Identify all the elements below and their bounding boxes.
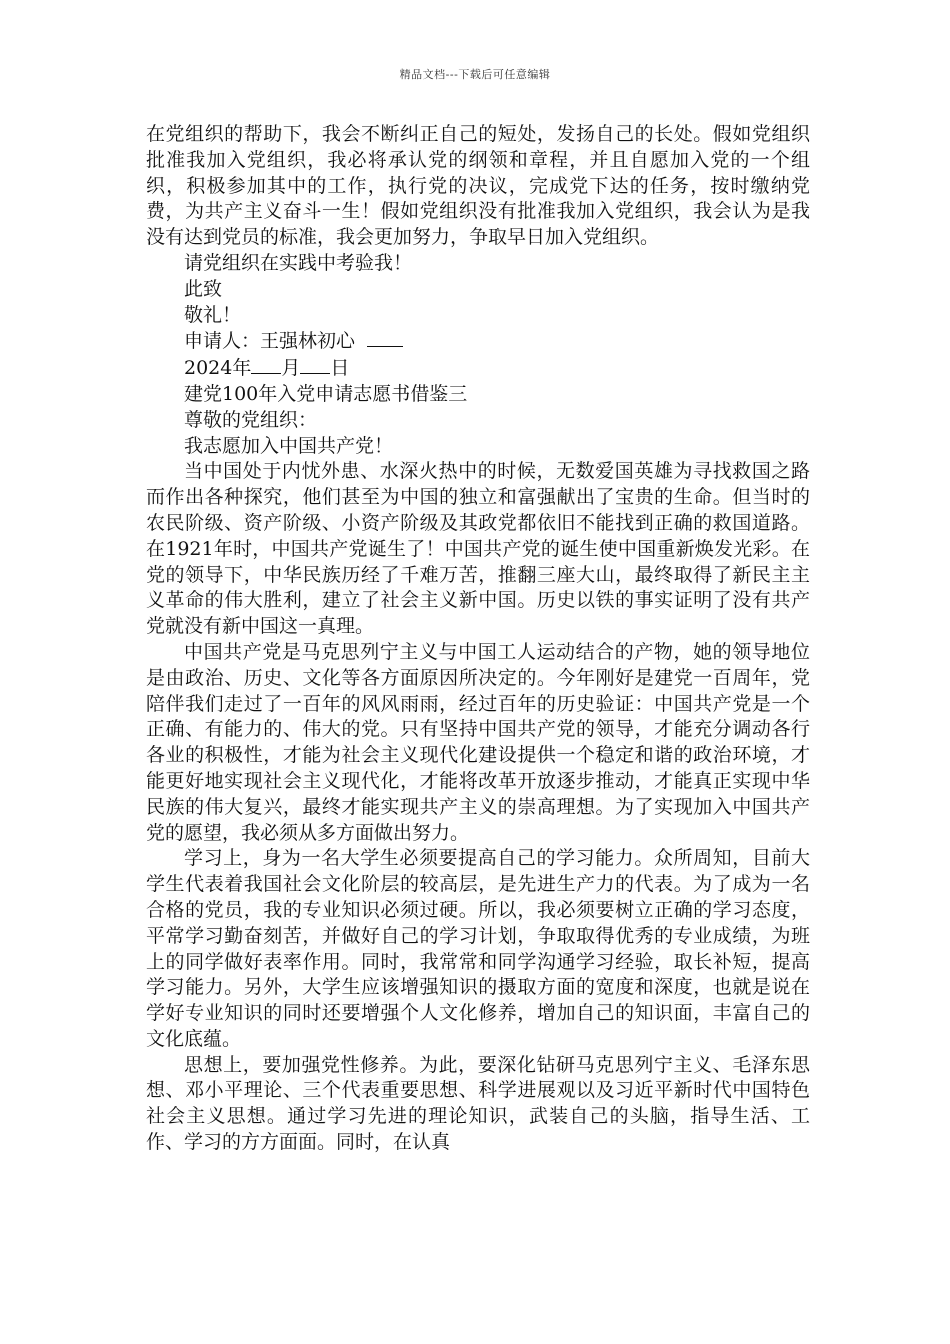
closing-salutation: 此致 (184, 277, 223, 300)
date-year: 2024年 (184, 357, 252, 380)
letter-greeting: 尊敬的党组织： (184, 408, 318, 431)
closing-respect: 敬礼！ (184, 303, 242, 326)
section-title: 建党100年入党申请志愿书借鉴三 (184, 382, 468, 405)
document-body (146, 122, 810, 1156)
date-month: 月 (281, 357, 301, 380)
date-line (146, 355, 810, 382)
day-blank (300, 355, 330, 374)
date-day: 日 (330, 357, 350, 380)
paragraph-study: 学习上，身为一名大学生必须要提高自己的学习能力。众所周知，目前大学生代表着我国社会文化阶层的较高层，是先进生产力的代表。为了成为一名合格的党员，我的专业知识必须过硬。所以，我必须要树立正确的学习态度，平常学习勤奋刻苦，并做好自己的学习计划，争取取得优秀的专业成绩，为班上的同学做好表率作用。同时，我常常和同学沟通学习经验，取长补短，提高学习能力。另外，大学生应该增强知识的摄取方面的宽度和深度，也就是说在学好专业知识的同时还要增强个人文化修养，增加自己的知识面，丰富自己的文化底蕴。 (146, 847, 810, 1050)
page-header: 精品文档---下载后可任意编辑 (399, 68, 551, 81)
paragraph-history: 当中国处于内忧外患、水深火热中的时候，无数爱国英雄为寻找救国之路而作出各种探究，他们甚至为中国的独立和富强献出了宝贵的生命。但当时的农民阶级、资产阶级、小资产阶级及其政党都依旧不能找到正确的救国道路。在1921年时，中国共产党诞生了！中国共产党的诞生使中国重新焕发光彩。在党的领导下，中华民族历经了千难万苦，推翻三座大山，最终取得了新民主主义革命的伟大胜利，建立了社会主义新中国。历史以铁的事实证明了没有共产党就没有新中国这一真理。 (146, 460, 810, 638)
paragraph-declaration: 我志愿加入中国共产党！ (184, 434, 394, 457)
paragraph-commitment: 在党组织的帮助下，我会不断纠正自己的短处，发扬自己的长处。假如党组织批准我加入党组织，我必将承认党的纲领和章程，并且自愿加入党的一个组织，积极参加其中的工作，执行党的决议，完成党下达的任务，按时缴纳党费，为共产主义奋斗一生！假如党组织没有批准我加入党组织，我会认为是我没有达到党员的标准，我会更加努力，争取早日加入党组织。 (146, 123, 810, 249)
month-blank (251, 355, 281, 374)
signature-line (146, 328, 810, 355)
applicant-name: 申请人：王强林初心 (184, 330, 356, 353)
signature-blank (367, 328, 403, 347)
paragraph-request: 请党组织在实践中考验我！ (184, 251, 413, 274)
paragraph-ideology: 思想上，要加强党性修养。为此，要深化钻研马克思列宁主义、毛泽东思想、邓小平理论、三个代表重要思想、科学进展观以及习近平新时代中国特色社会主义思想。通过学习先进的理论知识，武装自己的头脑，指导生活、工作、学习的方方面面。同时，在认真 (146, 1053, 810, 1154)
paragraph-party-role: 中国共产党是马克思列宁主义与中国工人运动结合的产物，她的领导地位是由政治、历史、文化等各方面原因所决定的。今年刚好是建党一百周年，党陪伴我们走过了一百年的风风雨雨，经过百年的历史验证：中国共产党是一个正确、有能力的、伟大的党。只有坚持中国共产党的领导，才能充分调动各行各业的积极性，才能为社会主义现代化建设提供一个稳定和谐的政治环境，才能更好地实现社会主义现代化，才能将改革开放逐步推动，才能真正实现中华民族的伟大复兴，最终才能实现共产主义的崇高理想。为了实现加入中国共产党的愿望，我必须从多方面做出努力。 (146, 640, 810, 844)
